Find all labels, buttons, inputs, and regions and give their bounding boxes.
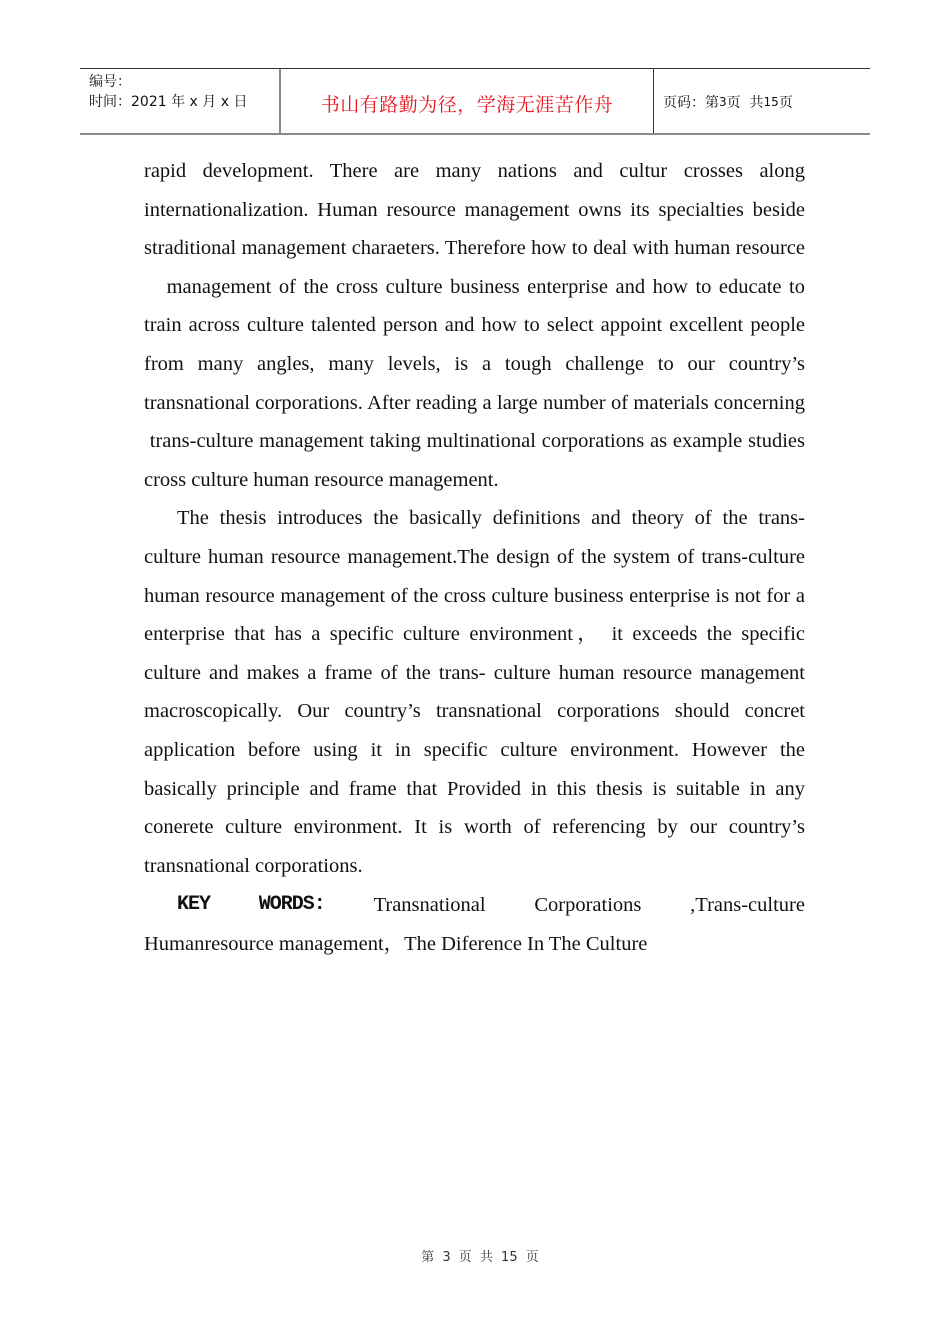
keywords-label-key: KEY: [177, 893, 211, 917]
keywords-line-1: [144, 886, 805, 925]
header-motto-cell: [281, 69, 654, 133]
header-motto: 书山有路勤为径，学海无涯苦作舟: [320, 93, 614, 116]
page-footer: 第 3 页 共 15 页: [421, 1250, 539, 1265]
page-header: [80, 68, 870, 135]
document-date: 时间：2021 年 x 月 x 日: [89, 94, 248, 110]
page-current: 3: [719, 95, 727, 109]
keywords-section: [144, 886, 805, 963]
keywords-label-words: WORDS:: [258, 893, 325, 917]
keyword-item: Transnational: [373, 894, 486, 917]
header-page-cell: [654, 69, 870, 133]
keywords-line-2: Humanresource management，The Diference In The Culture: [144, 932, 648, 955]
keyword-item: ,Trans-culture: [690, 894, 805, 917]
page-prefix: 页码：第: [663, 95, 719, 111]
document-number-label: 编号：: [89, 74, 131, 90]
body-paragraph-1: rapid development. There are many nations and cultur crosses along internationalization. Human resource management owns its specialties beside straditional management charaeters. Therefore how to deal with human resource management of the cross culture business enterprise and how to educate to train across culture talented person and how to select appoint excellent people from many angles, many levels, is a tough challenge to our country’s transnational corporations. After reading a large number of materials concerning trans-culture management taking multinational corporations as example studies cross culture human resource management.: [144, 160, 805, 491]
keyword-item: Corporations: [534, 894, 642, 917]
page-suffix: 页: [778, 95, 793, 111]
body-paragraph-2: The thesis introduces the basically definitions and theory of the trans-culture human resource management.The design of the system of trans-culture human resource management of the cross culture business enterprise is not for a enterprise that has a specific culture environment， it exceeds the specific culture and makes a frame of the trans- culture human resource management macroscopically. Our country’s transnational corporations should concret application before using it in specific culture environment. However the basically principle and frame that Provided in this thesis is suitable in any conerete culture environment. It is worth of referencing by our country’s transnational corporations.: [144, 507, 805, 877]
page-total: 15: [763, 95, 779, 109]
page-mid: 页 共: [726, 95, 764, 111]
header-meta-cell: [80, 69, 281, 133]
document-body: [144, 152, 805, 963]
